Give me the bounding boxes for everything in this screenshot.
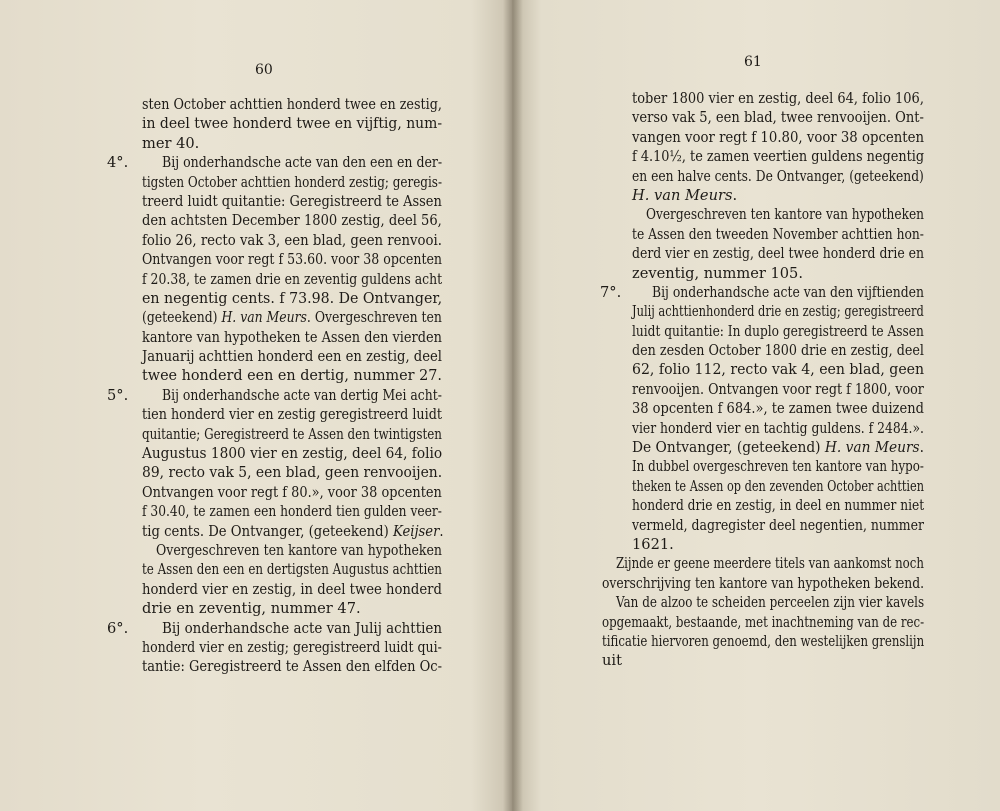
text-line — [602, 399, 924, 418]
text-line — [112, 560, 442, 579]
line-text: Julij achttienhonderd drie en zestig; geregistreerd — [632, 303, 924, 321]
line-text: Zijnde er geene meerdere titels van aankomst noch — [616, 555, 924, 573]
line-text: Bij onderhandsche acte van den vijftienden — [652, 283, 924, 301]
line-text: tantie: Geregistreerd te Assen den elfden Oc- — [142, 658, 442, 676]
line-text: honderd vier en zestig; geregistreerd luidt qui- — [142, 638, 442, 656]
text-line — [112, 134, 442, 153]
line-text: Ontvangen voor regt f 80.», voor 38 opcenten — [142, 483, 442, 501]
text-line — [112, 366, 442, 385]
line-text: 89, recto vak 5, een blad, geen renvooijen. — [142, 464, 443, 482]
text-line — [112, 657, 442, 676]
item-number: 5°. — [107, 386, 129, 404]
line-text: treerd luidt quitantie: Geregistreerd te Assen — [142, 192, 442, 210]
line-text: Overgeschreven ten kantore van hypotheken — [156, 541, 442, 559]
line-text: quitantie; Geregistreerd te Assen den twintigsten — [142, 425, 442, 443]
line-text: In dubbel overgeschreven ten kantore van hypo- — [632, 458, 924, 476]
text-line — [602, 186, 924, 205]
line-text: Bij onderhandsche acte van Julij achttien — [162, 619, 442, 637]
line-text: derd vier en zestig, deel twee honderd drie en — [632, 245, 925, 263]
line-text: renvooijen. Ontvangen voor regt f 1800, voor — [632, 380, 924, 398]
text-line — [602, 593, 924, 612]
line-text: (geteekend) H. van Meurs. Overgeschreven ten — [142, 309, 442, 327]
text-line — [602, 244, 924, 263]
text-line — [112, 231, 442, 250]
text-line — [602, 496, 924, 515]
line-text: 1621. — [632, 535, 674, 553]
line-text: luidt quitantie: In duplo geregistreerd te Assen — [632, 322, 924, 340]
text-line — [602, 438, 924, 457]
text-line — [602, 264, 924, 283]
text-line — [602, 322, 924, 341]
line-text: Ontvangen voor regt f 53.60. voor 38 opcenten — [142, 251, 443, 269]
line-text: en een halve cents. De Ontvanger, (geteekend) — [632, 167, 924, 185]
page-body — [602, 89, 924, 671]
text-line — [107, 619, 442, 638]
text-line — [112, 502, 442, 521]
text-line — [107, 153, 443, 172]
text-line — [112, 211, 442, 230]
line-text: in deel twee honderd twee en vijftig, num- — [142, 115, 443, 133]
line-text: drie en zeventig, nummer 47. — [142, 600, 361, 618]
line-text: folio 26, recto vak 3, een blad, geen renvooi. — [142, 231, 442, 249]
item-number: 6°. — [107, 619, 129, 637]
line-text: tien honderd vier en zestig geregistreerd luidt — [142, 406, 442, 424]
item-number: 7°. — [600, 283, 622, 301]
text-line — [112, 328, 442, 347]
text-line — [602, 516, 924, 535]
line-text: Bij onderhandsche acte van den een en der- — [162, 154, 443, 172]
text-line — [112, 270, 442, 289]
line-text: vier honderd vier en tachtig guldens. f 2484.». — [632, 419, 924, 437]
text-line — [602, 613, 924, 632]
text-line — [112, 522, 442, 541]
text-line — [602, 128, 924, 147]
line-text: honderd drie en zestig, in deel en nummer niet — [632, 497, 925, 515]
text-line — [112, 95, 442, 114]
page-number: 60 — [255, 62, 273, 78]
line-text: De Ontvanger, (geteekend) H. van Meurs. — [632, 439, 924, 457]
text-line — [112, 405, 442, 424]
line-text: theken te Assen op den zevenden October achttien — [632, 477, 924, 495]
line-text: te Assen den tweeden November achttien hon- — [632, 225, 924, 243]
text-line — [602, 360, 924, 379]
text-line — [602, 283, 924, 302]
line-text: twee honderd een en dertig, nummer 27. — [142, 367, 442, 385]
text-line — [602, 574, 924, 593]
text-line — [602, 632, 924, 651]
line-text: tificatie hiervoren genoemd, den westelijken grenslijn — [602, 632, 925, 650]
line-text: te Assen den een en dertigsten Augustus achttien — [142, 561, 442, 579]
line-text: tigsten October achttien honderd zestig; geregis- — [142, 173, 443, 191]
text-line — [112, 444, 442, 463]
text-line — [112, 463, 442, 482]
line-text: f 4.10½, te zamen veertien guldens negentig — [632, 148, 925, 166]
text-line — [602, 651, 924, 670]
text-line — [602, 89, 924, 108]
line-text: Overgeschreven ten kantore van hypotheken — [646, 206, 924, 224]
line-text: 62, folio 112, recto vak 4, een blad, geen — [632, 361, 925, 379]
right-page — [512, 0, 1000, 811]
text-line — [112, 308, 442, 327]
text-line — [112, 541, 442, 560]
line-text: 38 opcenten f 684.», te zamen twee duizend — [632, 400, 924, 418]
text-line — [112, 580, 442, 599]
line-text: opgemaakt, bestaande, met inachtneming van de rec- — [602, 613, 925, 631]
line-text: f 30.40, te zamen een honderd tien gulden veer- — [142, 503, 442, 521]
text-line — [112, 425, 442, 444]
text-line — [107, 386, 442, 405]
text-line — [602, 205, 924, 224]
line-text: honderd vier en zestig, in deel twee honderd — [142, 580, 442, 598]
line-text: Januarij achttien honderd een en zestig, deel — [142, 348, 443, 366]
text-line — [112, 289, 442, 308]
line-text: zeventig, nummer 105. — [632, 264, 803, 282]
line-text: H. van Meurs. — [632, 186, 738, 204]
line-text: tober 1800 vier en zestig, deel 64, folio 106, — [632, 90, 924, 107]
line-text: Augustus 1800 vier en zestig, deel 64, folio — [142, 445, 443, 463]
text-line — [112, 250, 442, 269]
text-line — [112, 347, 442, 366]
line-text: uit — [602, 652, 622, 670]
text-line — [602, 457, 924, 476]
line-text: den zesden October 1800 drie en zestig, deel — [632, 342, 924, 360]
text-line — [602, 167, 924, 186]
line-text: Bij onderhandsche acte van dertig Mei acht- — [162, 386, 442, 404]
text-line — [602, 380, 924, 399]
line-text: vermeld, dagregister deel negentien, nummer — [632, 516, 924, 534]
line-text: sten October achttien honderd twee en zestig, — [142, 96, 442, 113]
text-line — [602, 147, 924, 166]
book-gutter — [503, 0, 523, 811]
text-line — [602, 554, 924, 573]
text-line — [112, 173, 442, 192]
item-number: 4°. — [107, 154, 129, 172]
line-text: Van de alzoo te scheiden perceelen zijn vier kavels — [616, 594, 925, 612]
text-line — [112, 483, 442, 502]
page-body — [107, 95, 444, 677]
line-text: tig cents. De Ontvanger, (geteekend) Keijser. — [142, 522, 444, 540]
line-text: en negentig cents. f 73.98. De Ontvanger, — [142, 289, 443, 307]
text-line — [602, 225, 924, 244]
text-line — [602, 341, 924, 360]
text-line — [602, 419, 924, 438]
line-text: mer 40. — [142, 134, 200, 152]
line-text: f 20.38, te zamen drie en zeventig guldens acht — [142, 270, 443, 288]
text-line — [602, 535, 924, 554]
text-line — [112, 114, 442, 133]
text-line — [602, 302, 924, 321]
line-text: verso vak 5, een blad, twee renvooijen. Ont- — [632, 109, 924, 127]
text-line — [112, 599, 442, 618]
line-text: den achtsten December 1800 zestig, deel 56, — [142, 212, 442, 230]
line-text: overschrijving ten kantore van hypotheken bekend. — [602, 574, 925, 592]
text-line — [112, 192, 442, 211]
text-line — [602, 477, 924, 496]
line-text: kantore van hypotheken te Assen den vierden — [142, 328, 442, 346]
line-text: vangen voor regt f 10.80, voor 38 opcenten — [632, 128, 925, 146]
page-number: 61 — [744, 54, 762, 70]
text-line — [112, 638, 442, 657]
text-line — [602, 108, 924, 127]
